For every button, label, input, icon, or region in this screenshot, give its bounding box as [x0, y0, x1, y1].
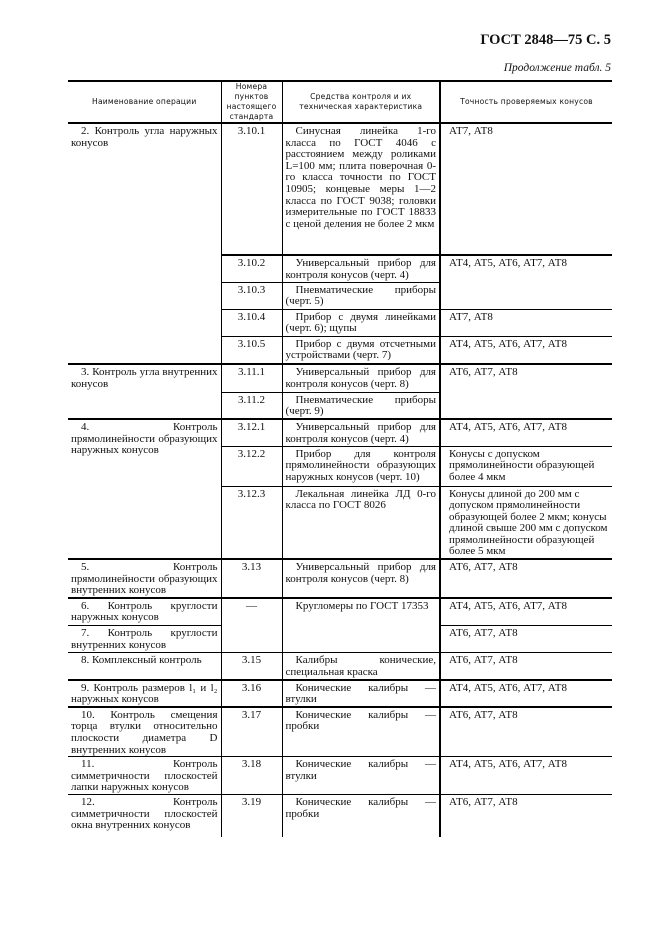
- accuracy-cell: АТ6, АТ7, АТ8: [440, 559, 612, 598]
- table-row: [68, 707, 612, 757]
- control-means-cell: Универсальный прибор для контроля конусов (черт. 8): [282, 364, 440, 392]
- control-means-cell: Универсальный прибор для контроля конусов (черт. 8): [282, 559, 440, 598]
- clause-number-cell: 3.10.1: [221, 123, 282, 255]
- clause-number-cell: —: [221, 598, 282, 653]
- accuracy-cell: АТ7, АТ8: [449, 125, 493, 137]
- table-header-row: [68, 81, 612, 123]
- column-header-accuracy: Точность проверяемых конусов: [440, 81, 612, 123]
- table-row: [68, 419, 612, 446]
- table-row: [68, 559, 612, 598]
- control-means-cell: Прибор с двумя отсчетными устройствами (черт. 7): [282, 336, 440, 364]
- operation-cell: 4. Контроль прямолинейности образующих наружных конусов: [68, 419, 221, 559]
- control-operations-table: [68, 80, 612, 837]
- clause-number-cell: 3.16: [221, 680, 282, 707]
- control-means-cell: Конические калибры — пробки: [282, 707, 440, 757]
- table-row: [68, 680, 612, 707]
- table-continuation-label: Продолжение табл. 5: [503, 62, 611, 74]
- control-means-cell: Прибор для контроля прямолинейности образующих наружных конусов (черт. 10): [282, 446, 440, 486]
- clause-number-cell: 3.12.1: [221, 419, 282, 446]
- operation-cell: 11. Контроль симметричности плоскостей лапки наружных конусов: [68, 757, 221, 795]
- clause-number-cell: 3.18: [221, 757, 282, 795]
- control-means-cell: Калибры конические, специальная краска: [282, 653, 440, 680]
- clause-number-cell: 3.10.4: [221, 309, 282, 336]
- accuracy-cell: АТ4, АТ5, АТ6, АТ7, АТ8: [440, 757, 612, 795]
- operation-cell: 6. Контроль круглости наружных конусов: [68, 598, 221, 626]
- clause-number-cell: 3.10.5: [221, 336, 282, 364]
- accuracy-cell: Конусы с допуском прямолинейности образующей более 4 мкм: [440, 446, 612, 486]
- accuracy-cell: АТ4, АТ5, АТ6, АТ7, АТ8: [440, 598, 612, 626]
- accuracy-cell: АТ6, АТ7, АТ8: [440, 653, 612, 680]
- control-means-cell: Лекальная линейка ЛД 0-го класса по ГОСТ 8026: [282, 486, 440, 559]
- accuracy-cell: АТ6, АТ7, АТ8: [440, 364, 612, 419]
- accuracy-cell: АТ7, АТ8: [440, 309, 612, 336]
- accuracy-cell: АТ4, АТ5, АТ6, АТ7, АТ8: [440, 255, 612, 309]
- control-means-cell: Конические калибры — пробки: [282, 795, 440, 837]
- operation-cell: 9. Контроль размеров l₁ и l₂ наружных конусов: [68, 680, 221, 707]
- operation-cell: 12. Контроль симметричности плоскостей окна внутренних конусов: [68, 795, 221, 837]
- control-means-cell: Универсальный прибор для контроля конусов (черт. 4): [282, 255, 440, 282]
- operation-cell: 7. Контроль круглости внутренних конусов: [68, 626, 221, 653]
- control-means-cell: Конические калибры — втулки: [282, 680, 440, 707]
- accuracy-cell: АТ4, АТ5, АТ6, АТ7, АТ8: [440, 336, 612, 364]
- control-means-cell: Конические калибры — втулки: [282, 757, 440, 795]
- clause-number-cell: 3.12.3: [221, 486, 282, 559]
- column-header-clause-numbers: Номера пунктов настоящего стандарта: [221, 81, 282, 123]
- operation-cell: 5. Контроль прямолинейности образующих внутренних конусов: [68, 559, 221, 598]
- table-row: [68, 598, 612, 626]
- table-row: [68, 795, 612, 837]
- operation-cell: 2. Контроль угла наружных конусов: [68, 123, 221, 364]
- accuracy-cell: АТ4, АТ5, АТ6, АТ7, АТ8: [440, 419, 612, 446]
- page-header: ГОСТ 2848—75 С. 5: [480, 32, 611, 48]
- clause-number-cell: 3.19: [221, 795, 282, 837]
- table-row: [68, 653, 612, 680]
- clause-number-cell: 3.12.2: [221, 446, 282, 486]
- clause-number-cell: 3.11.1: [221, 364, 282, 392]
- clause-number-cell: 3.10.3: [221, 282, 282, 309]
- table-row: [68, 123, 612, 255]
- table-row: [68, 757, 612, 795]
- table-row: [68, 364, 612, 392]
- clause-number-cell: 3.15: [221, 653, 282, 680]
- control-means-cell: Пневматические приборы (черт. 5): [282, 282, 440, 309]
- clause-number-cell: 3.11.2: [221, 392, 282, 419]
- operation-cell: 8. Комплексный контроль: [68, 653, 221, 680]
- control-means-cell: Кругломеры по ГОСТ 17353: [282, 598, 440, 653]
- accuracy-cell: АТ6, АТ7, АТ8: [440, 795, 612, 837]
- control-means-cell: Прибор с двумя линейками (черт. 6); щупы: [282, 309, 440, 336]
- column-header-operation: Наименование операции: [68, 81, 221, 123]
- accuracy-cell: АТ4, АТ5, АТ6, АТ7, АТ8: [440, 680, 612, 707]
- accuracy-cell: Конусы длиной до 200 мм с допуском прямолинейности образующей более 2 мкм; конусы длиной свыше 200 мм с допуском прямолинейности образующей более 5 мкм: [440, 486, 612, 559]
- accuracy-cell: АТ6, АТ7, АТ8: [440, 626, 612, 653]
- control-means-cell: Пневматические приборы (черт. 9): [282, 392, 440, 419]
- accuracy-cell: АТ6, АТ7, АТ8: [440, 707, 612, 757]
- clause-number-cell: 3.13: [221, 559, 282, 598]
- column-header-control-means: Средства контроля и их техническая характеристика: [282, 81, 440, 123]
- control-means-cell: Универсальный прибор для контроля конусов (черт. 4): [282, 419, 440, 446]
- operation-cell: 10. Контроль смещения торца втулки относительно плоскости диаметра D внутренних конусов: [68, 707, 221, 757]
- operation-cell: 3. Контроль угла внутренних конусов: [68, 364, 221, 419]
- clause-number-cell: 3.17: [221, 707, 282, 757]
- control-means-cell: Синусная линейка 1-го класса по ГОСТ 4046 с расстоянием между роликами L=100 мм; плита поверочная 0-го класса точности по ГОСТ 10905; концевые меры 1—2 класса по ГОСТ 9038; головки измерительные по ГОСТ 18833 с ценой деления не более 2 мкм: [282, 123, 440, 255]
- clause-number-cell: 3.10.2: [221, 255, 282, 282]
